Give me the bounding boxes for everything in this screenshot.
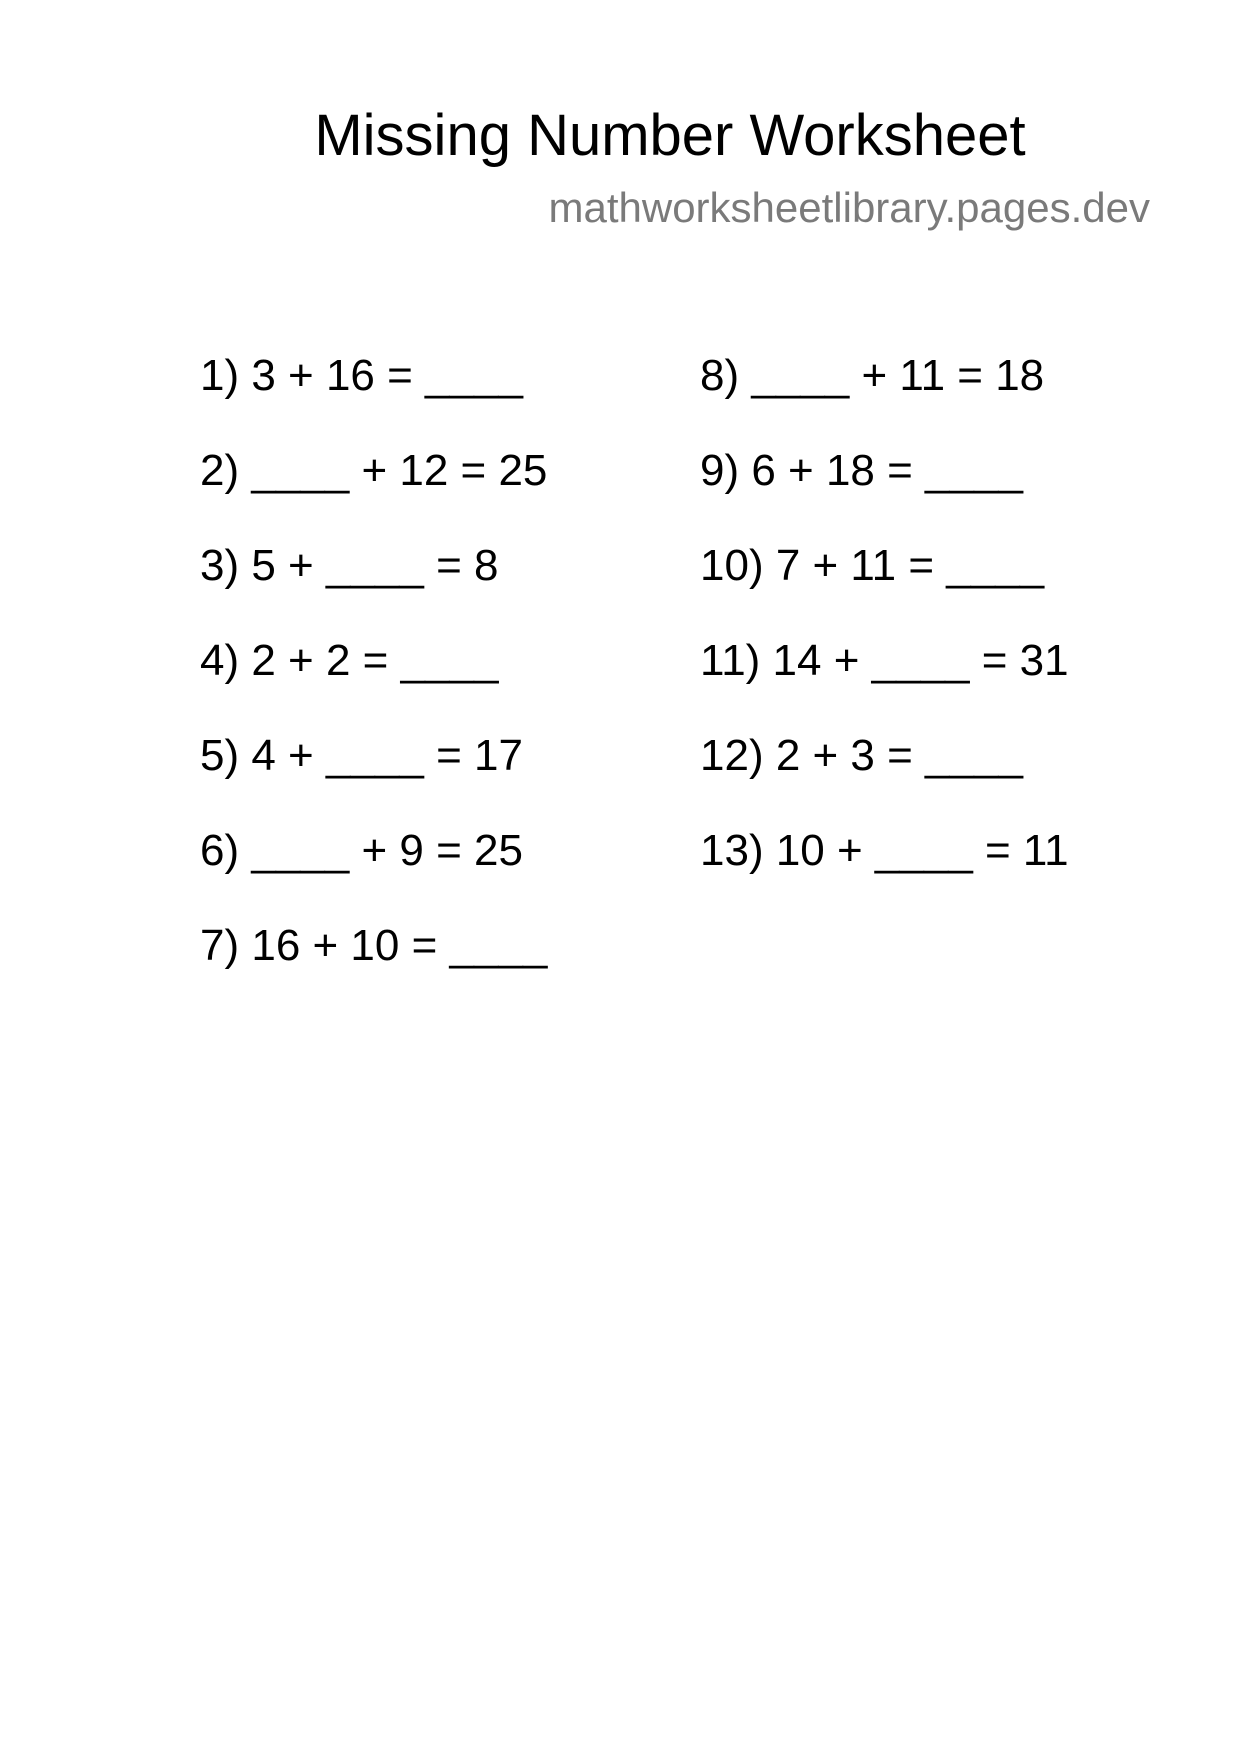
problem-3: 3) 5 + ____ = 8 xyxy=(200,541,499,590)
problem-12: 12) 2 + 3 = ____ xyxy=(700,731,1023,780)
problem-10: 10) 7 + 11 = ____ xyxy=(700,541,1045,590)
problem-4: 4) 2 + 2 = ____ xyxy=(200,636,499,685)
problem-2: 2) ____ + 12 = 25 xyxy=(200,446,548,495)
problem-6: 6) ____ + 9 = 25 xyxy=(200,826,523,875)
problem-11: 11) 14 + ____ = 31 xyxy=(700,636,1069,685)
page-title: Missing Number Worksheet xyxy=(314,103,1026,168)
problem-5: 5) 4 + ____ = 17 xyxy=(200,731,523,780)
site-url: mathworksheetlibrary.pages.dev xyxy=(548,184,1150,231)
problem-1: 1) 3 + 16 = ____ xyxy=(200,351,523,400)
problem-column-left xyxy=(200,346,547,1011)
problem-13: 13) 10 + ____ = 11 xyxy=(700,826,1069,875)
problem-column-right xyxy=(700,346,1069,916)
problem-9: 9) 6 + 18 = ____ xyxy=(700,446,1023,495)
problem-8: 8) ____ + 11 = 18 xyxy=(700,351,1045,400)
problem-7: 7) 16 + 10 = ____ xyxy=(200,921,548,970)
